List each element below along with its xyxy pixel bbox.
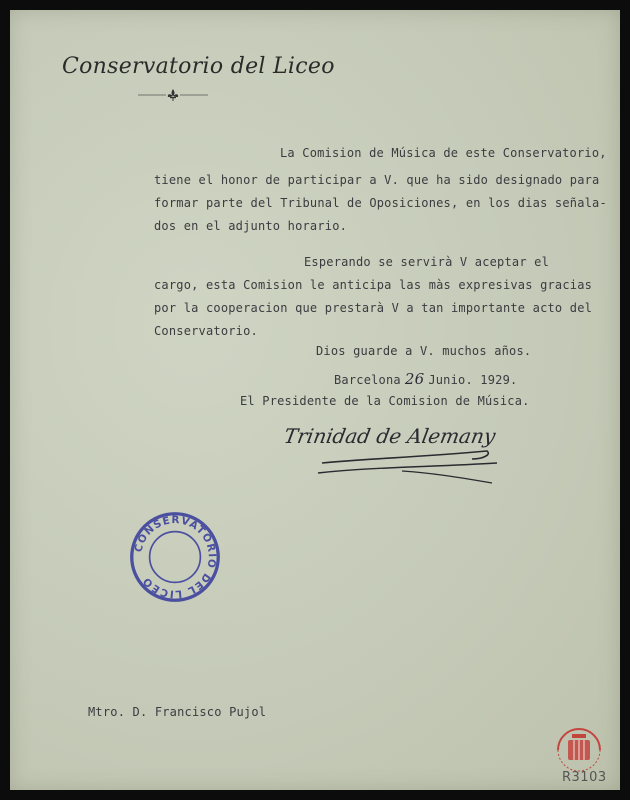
body-line-5: Esperando se servirà V aceptar el xyxy=(304,255,550,269)
signature-text: Trinidad de Alemany xyxy=(282,424,498,448)
signer-title: El Presidente de la Comision de Música. xyxy=(240,394,530,408)
body-line-7: por la cooperacion que prestarà V a tan importante acto del xyxy=(154,301,593,315)
closing-greeting: Dios guarde a V. muchos años. xyxy=(316,344,532,358)
closing-month-year: Junio. 1929. xyxy=(428,373,518,387)
catalog-number: R3103 xyxy=(562,770,607,785)
closing-city: Barcelona xyxy=(334,373,401,387)
body-line-2: tiene el honor de participar a V. que ha sido designado para xyxy=(154,173,600,187)
body-line-4: dos en el adjunto horario. xyxy=(154,219,348,233)
body-line-8: Conservatorio. xyxy=(154,324,258,338)
handwritten-signature xyxy=(282,415,512,495)
fleur-ornament-icon xyxy=(138,88,208,102)
letterhead-title: Conservatorio del Liceo xyxy=(62,54,335,79)
recipient-line: Mtro. D. Francisco Pujol xyxy=(88,705,267,719)
closing-day-handwritten: 26 xyxy=(404,370,425,388)
closing-date xyxy=(334,370,517,388)
conservatorio-seal-stamp xyxy=(128,510,222,604)
letter-sheet xyxy=(10,10,620,790)
archive-stamp-icon xyxy=(554,728,604,772)
body-line-3: formar parte del Tribunal de Oposiciones, en los dias señala- xyxy=(154,196,607,210)
seal-text: CONSERVATORIO DEL LICEO xyxy=(132,514,219,601)
body-line-6: cargo, esta Comision le anticipa las màs expresivas gracias xyxy=(154,278,593,292)
body-line-1: La Comision de Música de este Conservatorio, xyxy=(280,146,607,160)
